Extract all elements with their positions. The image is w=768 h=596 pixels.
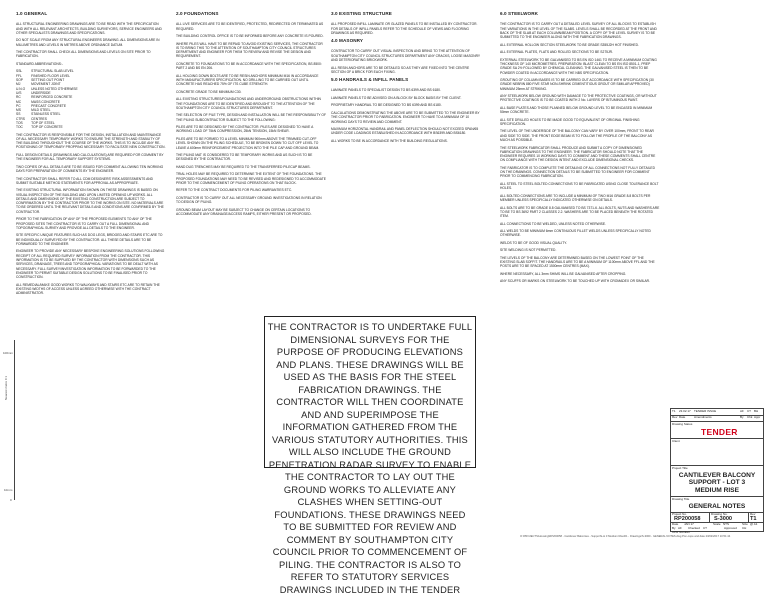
note-paragraph: SITE SPECIFIC UNIQUE FEATURES SUCH AS DOG LEGS, BRIDGED AND STAIRS ETC ARE TO BE INDIVIDUALLY SURVEYED BY THE CONTRACTOR. ALL THESE DETAILS ARE TO BE FORWARDED TO THE ENGINEER. <box>16 233 163 246</box>
note-paragraph: EXTERNAL STEELWORK TO BE GALVANISED TO BS EN ISO 1461 TO RECEIVE A MINIMUM COATING THICKNESS OF 140 MICROMETRES. PREPARATION: BLAST CLEAN TO BS EN ISO 8501-1, PREP GRADE SA 2½ FOLLOWED BY CHEMICAL CLEANING. THE GALVANISED STEEL IS THEN TO BE POWDER COATED IN ACCORDANCE WITH THE NBS SPECIFICATION. <box>500 57 657 75</box>
note-paragraph: ANY STEELWORK BELOW GROUND WITH DAMAGE TO THE PROTECTIVE COATINGS, OR WITHOUT PROTECTIVE COATINGS IS TO BE COATED WITH 2 No. LAYERS OF BITUMINOUS PAINT. <box>500 94 657 103</box>
note-paragraph: THE PILING MAT IS CONSIDERED TO BE TEMPORARY WORKS AND AS SUCH IS TO BE DESIGNED BY THE CONTRACTOR. <box>176 153 313 162</box>
note-paragraph: TWO COPIES OF ALL DETAILS ARE TO BE ISSUED FOR COMMENT ALLOWING TEN WORKING DAYS FOR PREPARATION OF COMMENTS BY THE ENGINEER. <box>16 164 164 174</box>
note-paragraph: ALL WORKS TO BE IN ACCORDANCE WITH THE BUILDING REGULATIONS. <box>331 138 448 143</box>
scale-mark-100: 100mm <box>3 351 14 355</box>
rev-label: Rev <box>750 512 756 516</box>
note-paragraph: THE LEVELS OF THE BALCONY ARE DETERMINED BASED ON THE LOWEST POINT OF THE EXISTING SLAB SOFFIT. THE HANDRAILS ARE TO BE A MINIMUM OF 1100mm ABOVE FFL AND THE POSTS ARE TO BE SPACED AT 1500mm CENTRES (MAX). <box>500 255 655 269</box>
note-paragraph: ALL STRUCTURAL ENGINEERING DRAWINGS ARE TO BE READ WITH THE SPECIFICATION AND WITH ALL RELEVANT ARCHITECTS, BUILDING SURVEYORS, SERVICE ENGINEERS AND OTHER SPECIALISTS DRAWINGS AND SPECIFICATIONS. <box>16 22 162 35</box>
abbrev-code: TOS <box>16 120 23 125</box>
divider <box>670 438 763 439</box>
note-paragraph: LAMINATE PANELS TO SPECIALIST DESIGN TO BS 6399 AND BS 6180. <box>331 88 441 93</box>
divider <box>709 512 710 522</box>
note-paragraph: STANDARD ABBREVIATIONS:- <box>16 61 63 66</box>
note-paragraph: SITE WELDING IS NOT PERMITTED. <box>500 248 557 253</box>
note-paragraph: LAMINATE PANELS TO BE ADVISED ON A BLOCK BY BLOCK BASIS BY THE CLIENT. <box>331 95 462 100</box>
note-paragraph: PRIOR TO THE FABRICATION OF ANY OF THE PROPOSED ELEMENTS TO ANY OF THE PROPOSED SITES THE CONTRACTOR IS TO CARRY OUT A FULL DIMENSIONAL AND TOPOGRAPHICAL SURVEY AND PROVIDE ALL DETAILS TO THE ENGINEER. <box>16 217 152 230</box>
note-paragraph: ALL PROPOSED INFILL LAMINATE OR GLAZED PANELS TO BE INSTALLED BY CONTRACTOR. FOR DETAILS OF INFILL PANELS REFER TO THE SCHEDULE OF VIEWS AND FLOORING DRAWINGS AS REQUIRED. <box>331 22 478 35</box>
note-paragraph: DO NOT SCALE FROM ANY STRUCTURAL ENGINEERS DRAWING. ALL DIMENSIONS ARE IN MILLIMETRES AND LEVELS IN METRES ABOVE ORDNANCE DATUM. <box>16 38 160 47</box>
section-heading-general: 1.0 GENERAL <box>16 11 48 16</box>
drawing-title-label: Drawing Title <box>672 497 690 501</box>
contractor-survey-note-box: THE CONTRACTOR IS TO UNDERTAKE FULL DIMENSIONAL SURVEYS FOR THE PURPOSE OF PRODUCING ELEVATIONS AND PLANS. THESE DRAWINGS WILL BE USED AS THE BASIS FOR THE STEEL FABRICATION DRAWINGS. THE CONTRACTOR WILL THEN COORDINATE AND AND SUPERIMPOSE THE INFORMATION GATHERED FROM THE VARIOUS STATUTORY AUTHORITIES. THIS WILL ALSO INCLUDE THE GROUND PENETRATION RADAR SURVEY TO ENABLE THE CONTRACTOR TO LAY OUT THE GROUND WORKS TO ALLEVIATE ANY CLASHES WHEN SETTING-OUT FOUNDATIONS. THESE DRAWINGS NEED TO BE SUBMITTED FOR REVIEW AND COMMENT BY SOUTHAMPTON CITY COUNCIL PRIOR TO COMMENCEMENT OF PILING. THE CONTRACTOR IS ALSO TO REFER TO STATUTORY SERVICES DRAWINGS INCLUDED IN THE TENDER <box>264 316 476 468</box>
note-paragraph: THE SELECTION OF PILE TYPE, DESIGN AND INSTALLATION WILL BE THE RESPONSIBILITY OF THE PILING SUBCONTRACTOR SUBJECT TO THE FOLLOWING: <box>176 113 326 122</box>
abbrev-code: SS <box>16 112 21 117</box>
project-title <box>672 472 762 494</box>
note-paragraph: CONTRACTOR TO CARRY OUT VISUAL INSPECTION AND BRING TO THE ATTENTION OF SOUTHAMPTON CITY COUNCIL STRUCTURES DEPARTMENT ANY CRACKS, LOOSE MASONRY AND DETERIORATING BRICKWORK. <box>331 49 481 63</box>
by-value: AF <box>678 526 682 530</box>
rev-header: Amendments <box>694 415 712 419</box>
rev-appr: BH <box>754 409 759 413</box>
note-paragraph: REFER TO THE CONTRACT DOCUMENTS FOR PILING WARRANTIES ETC. <box>176 188 293 193</box>
note-paragraph: CONCRETE GRADE TO BE MINIMUM C30. <box>176 89 242 94</box>
abbrev-meaning: STRUCTURAL SLAB LEVEL <box>31 69 74 74</box>
section-heading-handrails: 5.0 HANDRAILS & INFILL PANELS <box>331 77 409 83</box>
note-paragraph: THE FABRICATOR IS TO COMPLETE THE DETAILING OF ALL CONNECTIONS NOT FULLY DETAILED ON THE DRAWINGS. CONNECTION DETAILS TO BE SUBMITTED TO ENGINEER FOR COMMENT PRIOR TO COMMENCING FABRICATION. <box>500 165 655 179</box>
abbrev-row <box>16 125 84 129</box>
cpr-label: CPR Number <box>672 530 690 534</box>
drawing-status-label: Drawing Status <box>672 422 693 426</box>
abbrev-meaning: MASS CONCRETE <box>31 99 60 104</box>
abbrev-code: U.N.O <box>16 86 26 91</box>
foundations-column <box>176 12 326 219</box>
abbrev-code: CTRS <box>16 116 25 121</box>
note-paragraph: THE CONTRACTOR SHALL REFER TO ALL CDM DESIGNERS' RISK ASSESSMENTS AND SUBMIT SUITABLE METHOD STATEMENTS FOR APPROVAL AS APPROPRIATE. <box>16 176 154 185</box>
checked-value: CT <box>703 526 707 530</box>
drawing-title: GENERAL NOTES <box>688 503 746 510</box>
note-paragraph: THE CONTRACTOR IS TO CARRY OUT A DETAILED LEVEL SURVEY OF ALL BLOCKS TO ESTABLISH THE VARIATIONS IN THE LEVEL OF THE SLABS. LEVELS SHALL BE RECORDED AT THE FRONT AND BACK OF THE SLAB AT EACH COLUMN/BEAM POSITION. A COPY OF THE LEVEL SURVEY IS TO BE SUBMITTED TO THE ENGINEER ALONG WITH THE FABRICATION DRAWINGS. <box>500 22 657 40</box>
abbrev-code: U/S <box>16 90 22 95</box>
existing-structure-column <box>331 12 481 146</box>
rev-header: Date <box>679 415 686 419</box>
note-paragraph: ANY SCUFFS OR MARKS ON STEELWORK TO BE TOUCHED UP WITH CROMADEX OR SIMILAR. <box>500 279 650 284</box>
abbrev-meaning: UNLESS NOTED OTHERWISE <box>31 86 78 91</box>
approved-value: CH <box>742 526 747 530</box>
note-paragraph: FULL DESIGN DETAILS (DRAWINGS AND CALCULATIONS) ARE REQUIRED FOR COMMENT BY THE ENGINEER FOR ALL TEMPORARY SUPPORT SYSTEMS. <box>16 152 164 162</box>
scale-label: Scale <box>713 522 721 526</box>
abbrev-code: RC <box>16 95 21 100</box>
section-heading-foundations: 2.0 FOUNDATIONS <box>176 11 219 16</box>
rev-by: AF <box>740 409 744 413</box>
rev-header: Chk <box>747 415 753 419</box>
note-paragraph: THE CONTRACTOR IS RESPONSIBLE FOR THE DESIGN, INSTALLATION AND MAINTENANCE OF ALL NECESSARY TEMPORARY WORKS TO ENSURE THE STRENGTH AND STABILITY OF THE BUILDING THROUGHOUT THE COURSE OF THE WORKS. THIS IS TO INCLUDE ANY RE-POSITIONING OF TEMPORARY PROPPING NECESSARY TO FACILITATE NEW CONSTRUCTION. <box>16 132 166 150</box>
abbreviations-table <box>16 69 84 129</box>
file-path-footer: O:\PROJECTS\Housing\RP200058 - Cantilever Balconies - Support\Lot 3 Medium Rise\01 - Drawings\S-3000 - GENERAL NOTES.dwg Pon-cope and date 23/02/2017 10:51:44 <box>520 535 731 538</box>
scale-bar-label: Nearest metre 0 1 <box>4 375 8 400</box>
note-paragraph: THE EXISTING STRUCTURAL INFORMATION SHOWN ON THESE DRAWINGS IS BASED ON VISUAL INSPECTION OF THE BUILDING AND UPON LIMITED OPENING UP WORKS. ALL DETAILS AND DIMENSIONS OF THE EXISTING CONSTRUCTION ARE SUBJECT TO CONFIRMATION BY THE CONTRACTOR PRIOR TO THE WORKS ON SITE. NO MATERIALS ARE TO BE ORDERED UNTIL THE RELEVANT DETAILS AND CONDITIONS ARE CONFIRMED BY THE CONTRACTOR. <box>16 188 164 214</box>
note-paragraph: ALL LIVE SERVICES ARE TO BE IDENTIFIED, PROTECTED, REDIRECTED OR TERMINATED AS REQUIRED. <box>176 22 324 31</box>
note-paragraph: GROUND BEAM LAYOUT MAY BE SUBJECT TO CHANGE ON CERTAIN LOCATIONS TO ACCOMMODATE ANY DRAINAGE/ACCESS RAMPS, EITHER PRESENT OR PROPOSED. <box>176 207 312 216</box>
general-notes-column <box>16 12 166 299</box>
abbrev-meaning: TOP OF STEEL <box>31 120 55 125</box>
rev-date: 23.02.17 <box>679 409 691 413</box>
scale-bar-line <box>14 340 15 500</box>
note-paragraph: MAXIMUM HORIZONTAL HANDRAIL AND PANEL DEFLECTION SHOULD NOT EXCEED SPAN/65 UNDER CODE LOADINGS ESTABLISHED IN ACCORDANCE WITH BS6399 AND BS6180. <box>331 126 479 136</box>
abbrev-code: SSL <box>16 69 23 74</box>
rev-header: Appr <box>754 415 761 419</box>
rev-header: Rev <box>672 415 678 419</box>
scale-value: NTS <box>723 522 729 526</box>
note-paragraph: CONCRETE TO FOUNDATIONS TO BE IN ACCORDANCE WITH THE SPECIFICATION, BS 8500: PART 2 AND BS EN 206. <box>176 61 322 71</box>
abbrev-code: FFL <box>16 73 22 78</box>
abbrev-meaning: STAINLESS STEEL <box>31 112 61 117</box>
note-paragraph: THE LEVEL OF THE UNDERSIDE OF THE BALCONY CAN VARY BY OVER 100mm, FRONT TO REAR AND SIDE TO SIDE. THE FRONT EDGE BEAM IS TO FOLLOW THE PROFILE OF THE BALCONY AS MUCH AS POSSIBLE. <box>500 129 654 143</box>
note-paragraph: ALL EXTERNAL PLATES, FLATS AND ROLLED SECTIONS TO BE S275JR. <box>500 50 613 55</box>
note-paragraph: ALL BOLTED CONNECTIONS ARE TO INCLUDE A MINIMUM OF TWO M16 GRADE 8.8 BOLTS PER MEMBER UNLESS SPECIFICALLY INDICATED OTHERWISE ON DETAILS. <box>500 193 651 203</box>
section-heading-masonry: 4.0 MASONRY <box>331 38 364 44</box>
drawing-no-label: Drawing No. <box>711 512 728 516</box>
abbrev-code: MS <box>16 108 21 113</box>
note-paragraph: ALL REMEDIAL/MAKE GOOD WORKS TO WALKWAYS AND STAIRS ETC ARE TO RETAIN THE EXISTING WIDTHS OF ACCESS UNLESS AGREED OTHERWISE WITH THE CONTRACT ADMINISTRATOR. <box>16 282 160 296</box>
size-label: Size <box>742 522 748 526</box>
abbrev-meaning: MOVEMENT JOINT <box>31 82 61 87</box>
note-paragraph: WHERE NECESSARY, ALL 3mm SHIMS WILL BE GALVANISED AFTER CROPPING. <box>500 271 627 276</box>
note-paragraph: WHERE PILES WILL HAVE TO BE REPAID TO AVOID EXISTING SERVICES, THE CONTRACTOR IS TO BRING THIS TO THE ATTENTION OF SOUTHAMPTON CITY COUNCIL STRUCTURES DEPARTMENT AND ENGINEER FOR THEM TO REVIEW AND REVISE THE DESIGN AND REQUIREMENT. <box>176 41 323 59</box>
size-value: @ A1 <box>750 522 758 526</box>
note-paragraph: PROPRIETARY HANDRAIL TO BE DESIGNED TO BS 6399 AND BS 6180. <box>331 103 442 108</box>
note-paragraph: GROUTING OF COLUMN BASES IS TO BE CARRIED OUT ACCORDANCE WITH SPECIFICATION (30 GRADE NEBRIN 880 FIVE STAR NON-SHRINK CEMENTITIOUS GROUT OR SIMILAR APPROVED) MINIMUM 25mm AT STRIKING. <box>500 78 654 91</box>
section-heading-existing-structure: 3.0 EXISTING STRUCTURE <box>331 11 392 16</box>
note-paragraph: WELDS TO BE OF GOOD VISUAL QUALITY. <box>500 240 567 245</box>
abbrev-meaning: UNDERSIDE <box>31 90 51 95</box>
rev-code: T1 <box>672 409 676 413</box>
revision: T1 <box>750 516 757 522</box>
client-label: Client <box>672 439 680 443</box>
rev-chk: CT <box>747 409 751 413</box>
divider <box>748 512 749 522</box>
note-paragraph: ALL BOLTS ARE TO BE GRADE 8.8 GALVANISED TO BS 7371-6. ALL BOLTS, NUTS AND WASHERS ARE TO BE TO BS 3692 PART 2 CLASSES 2.2. WASHERS ARE TO BE PLACED BENEATH THE ROTATED ITEM. <box>500 205 660 219</box>
note-paragraph: ALL EXISTING STRUCTURES/FOUNDATIONS AND UNDERGROUND OBSTRUCTIONS WITHIN THE FOUNDATIONS ARE TO BE IDENTIFIED AND BROUGHT TO THE ATTENTION OF THE SOUTHAMPTON CITY COUNCIL STRUCTURES DEPARTMENT. <box>176 97 321 110</box>
note-paragraph: CONTRACTOR IS TO CARRY OUT ALL NECESSARY GROUND INVESTIGATIONS IN RELATION TO DESIGN OF PILING. <box>176 195 322 205</box>
rev-header: By <box>740 415 744 419</box>
note-paragraph: ALL RESIN ANCHORS ARE TO BE DETAILED SO AS THEY ARE FIXED INTO THE CENTRE SECTION OF A BRICK FOR EACH FIXING. <box>331 65 470 74</box>
note-paragraph: THE BUILDING CONTROL OFFICE IS TO BE INFORMED BEFORE ANY CONCRETE IS POURED. <box>176 34 324 39</box>
scale-mark-0: 0 <box>10 498 12 502</box>
checked-label: Checked <box>688 526 700 530</box>
abbrev-meaning: FINISHED FLOOR LEVEL <box>31 73 71 78</box>
project-title-label: Project Title <box>672 466 688 470</box>
project-number: RP200058 <box>674 516 701 522</box>
approved-label: Approved <box>724 526 737 530</box>
note-paragraph: ENGINEER TO PROVIDE ANY NECESSARY BESPOKE ENGINEERING SOLUTIONS FOLLOWING RECEIPT OF ALL REQUIRED SURVEY INFORMATION FROM THE CONTRACTOR. THIS INFORMATION IS TO BE SUPPLIED BY THE CONTRACTOR WITH DIMENSIONS SUCH AS SERVICES, DRAINAGE, TREES AND TOPOGRAPHICAL VARIATIONS TO BE DEALT WITH AS NECESSARY. FULL SURVEY/INVESTIGATION INFORMATION TO BE FORWARDED TO THE ENGINEER TO PERMIT SUITABLE DESIGN SOLUTIONS TO BE FINALISED PRIOR TO CONSTRUCTION. <box>16 249 165 280</box>
abbrev-meaning: SETTING OUT POINT <box>31 78 65 83</box>
project-title-line: SUPPORT - LOT 3 <box>688 479 746 487</box>
abbrev-meaning: TOP OF CONCRETE <box>31 125 63 130</box>
note-paragraph: PILES ARE TO BE FORMED TO A LEVEL MINIMUM 900mm ABOVE THE TRIMMED CUT-OFF LEVEL SHOWN ON THE PILING SCHEDULE, TO BE BROKEN DOWN TO CUT OFF LEVEL TO LEAVE A 600mm REINFORCEMENT PROJECTION INTO THE PILE CAP AND GROUND BEAM. <box>176 136 320 150</box>
drawing-number: S-3000 <box>714 516 733 522</box>
note-paragraph: ALL WELDS TO BE MINIMUM 6mm CONTINUOUS FILLET WELDS UNLESS SPECIFICALLY NOTED OTHERWISE. <box>500 229 651 238</box>
by-label: By <box>672 526 676 530</box>
project-title-line: MEDIUM RISE <box>695 486 739 494</box>
abbrev-code: SOP <box>16 78 23 83</box>
note-paragraph: ALL STEEL TO STEEL BOLTED CONNECTIONS TO BE FABRICATED USING CLOSE TOLERANCE BOLT HOLES. <box>500 181 659 191</box>
note-paragraph: ALL EXTERNAL HOLLOW SECTION STEELWORK TO BE GRADE S355J2H HOT FINISHED. <box>500 42 639 47</box>
abbrev-meaning: CENTRES <box>31 116 47 121</box>
note-paragraph: CALCULATIONS DEMONSTRATING THE ABOVE ARE TO BE SUBMITTED TO THE ENGINEER BY THE CONTRACTOR PRIOR TO FABRICATION. ENGINEER TO HAVE TO A MINIMUM OF 10 WORKING DAYS TO REVIEW AND COMMENT. <box>331 110 480 124</box>
note-paragraph: ALL SITE DRILLED HOLES TO BE MADE GOOD TO EQUIVALENT OF ORIGINAL FINISHING SPECIFICATION. <box>500 117 640 126</box>
rev-amendment: TENDER ISSUE <box>694 409 717 413</box>
abbrev-code: MJ <box>16 82 21 87</box>
date-label: Date <box>672 522 679 526</box>
note-paragraph: ALL BASE PLATES AND THOSE PLANNED BELOW GROUND LEVEL TO BE ENCASED IN MINIMUM 50mm CONCRETE. <box>500 105 653 115</box>
note-paragraph: ALL HOLDING DOWN BOLTS ARE TO BE RESIN ANCHORS MINIMUM M16 IN ACCORDANCE WITH MANUFACTURERS SPECIFICATION. NO DRILLING TO BE CARRIED OUT UNTIL CONCRETE HAS REACHED 75% OF ITS CUBE STRENGTH. <box>176 73 319 87</box>
note-paragraph: TRIAL HOLES MAY BE REQUIRED TO DETERMINE THE EXTENT OF THE FOUNDATIONS. THE PROPOSED FOUNDATIONS MAY NEED TO BE REVISED AND REDESIGNED TO ACCOMMODATE PRIOR TO THE COMMENCEMENT OF PILING OPERATIONS ON THAT BLOCK. <box>176 172 326 185</box>
scale-mark-10: 10mm <box>4 488 13 492</box>
note-paragraph: ALL CONNECTIONS TO BE WELDED, UNLESS NOTED OTHERWISE. <box>500 221 606 226</box>
note-paragraph: PILES ARE TO BE DESIGNED BY THE CONTRACTOR. PILES ARE DESIGNED TO HAVE A WORKING LOAD OF 75kN COMPRESSION, 25kN TENSION, 15kN SHEAR. <box>176 125 314 134</box>
abbrev-meaning: REINFORCED CONCRETE <box>31 95 73 100</box>
project-no-label: Project No. <box>672 512 687 516</box>
abbrev-code: PC <box>16 103 21 108</box>
project-title-line: CANTILEVER BALCONY <box>678 472 756 479</box>
abbrev-code: TOC <box>16 125 23 130</box>
steelwork-column <box>500 12 660 287</box>
section-heading-steelwork: 6.0 STEELWORK <box>500 11 539 16</box>
abbrev-meaning: MILD STEEL <box>31 108 51 113</box>
drawing-status: TENDER <box>701 427 738 437</box>
abbrev-meaning: PRECAST CONCRETE <box>31 103 67 108</box>
abbrev-code: MC <box>16 99 22 104</box>
note-paragraph: THE STEELWORK FABRICATOR SHALL PRODUCE AND SUBMIT A COPY OF DIMENSIONED FABRICATION DRAWINGS TO THE ENGINEER. THE FABRICATOR SHOULD NOTE THAT THE ENGINEER REQUIRES 10 WORKING DAYS TO COMMENT AND THESE COMMENTS SHALL CENTRE ON COMPLIANCE WITH THE DESIGN INTENT AND EXCLUDE DIMENSIONAL CHECKS. <box>500 145 656 163</box>
note-paragraph: HAND DUG TRENCHES MAY BE REQUIRED TO THE TRANSFERRED PILECAP BEAMS. <box>176 164 311 169</box>
note-paragraph: THE CONTRACTOR SHALL CHECK ALL DIMENSIONS AND LEVELS ON SITE PRIOR TO FABRICATION. <box>16 50 151 59</box>
date-value: JAN 17 <box>684 522 694 526</box>
